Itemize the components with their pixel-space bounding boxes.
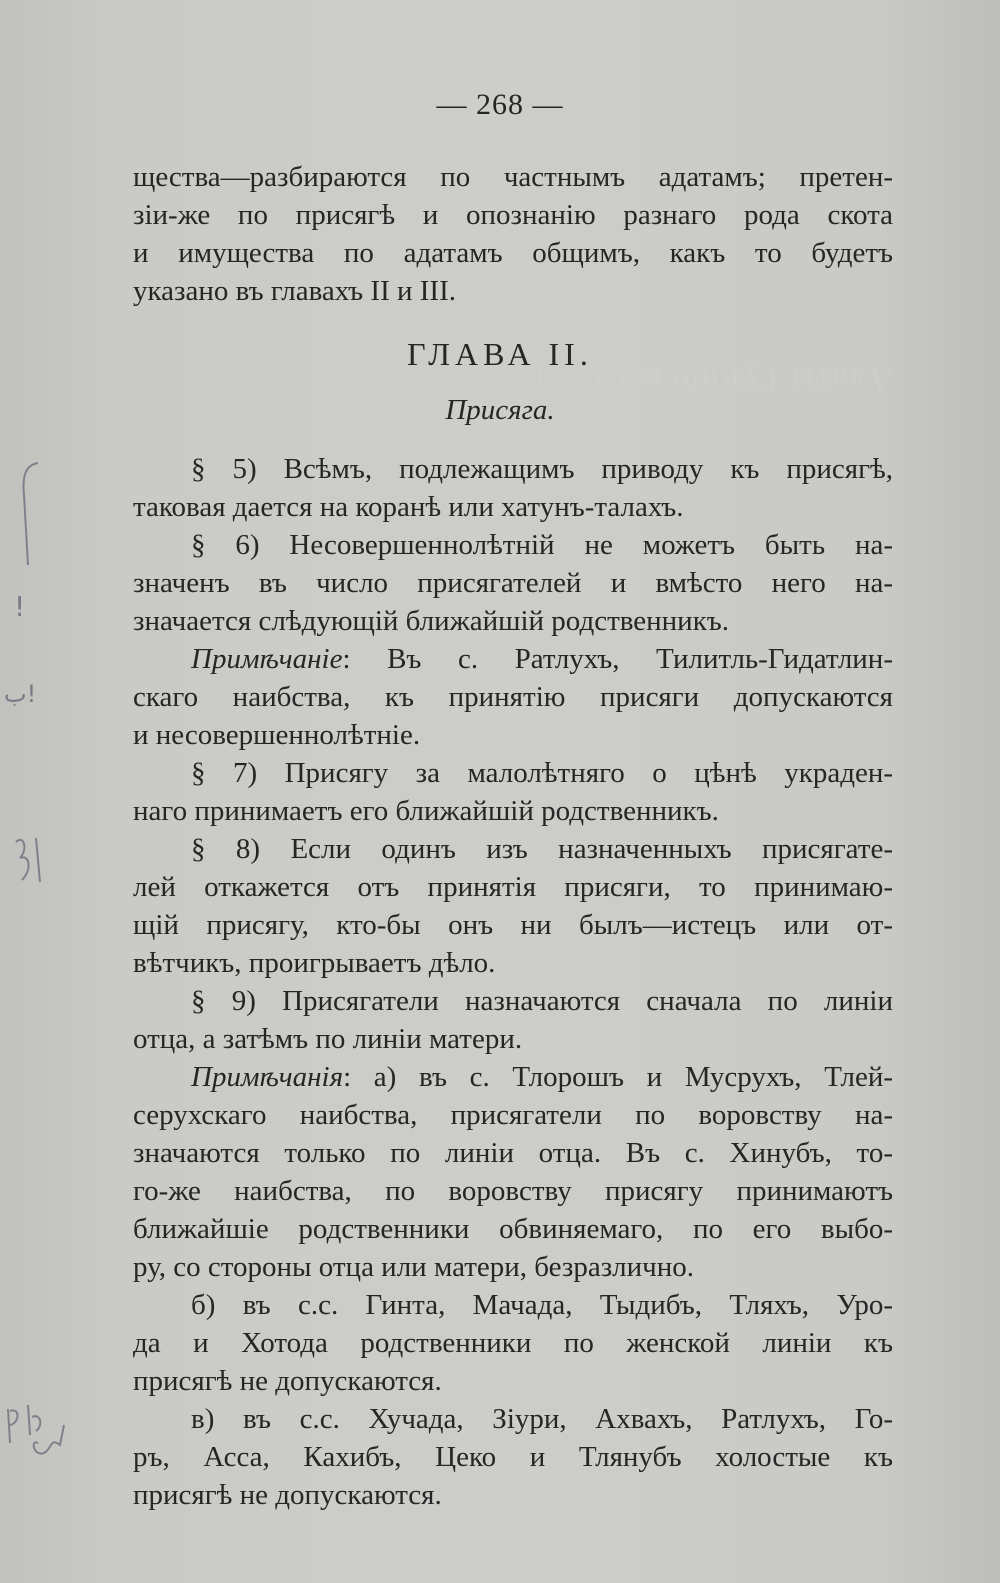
- note-2b-line: б) въ с.с. Гинта, Мачада, Тыдибъ, Тляхъ, Уро-: [191, 1289, 893, 1321]
- note-2-line: серухскаго наибства, присягатели по воровству на-: [133, 1099, 893, 1131]
- paragraph-5-line: § 5) Всѣмъ, подлежащимъ приводу къ присягѣ,: [191, 453, 893, 485]
- note-2c-line: ръ, Асса, Кахибъ, Цеко и Тлянубъ холостые къ: [133, 1441, 893, 1473]
- note-text: : Въ с. Ратлухъ, Тилитль-Гидатлин-: [342, 643, 893, 675]
- paragraph-8-line: § 8) Если одинъ изъ назначенныхъ присягате-: [191, 833, 893, 865]
- paragraph-9-line: § 9) Присягатели назначаются сначала по линіи: [191, 985, 893, 1017]
- note-2-line: [133, 1058, 893, 1096]
- paragraph-6-line: значенъ въ число присягателей и вмѣсто него на-: [133, 567, 893, 599]
- text-line: указано въ главахъ II и III.: [133, 275, 456, 307]
- note-1-line: скаго наибства, къ принятію присяги допускаются: [133, 681, 893, 713]
- paragraph-8-line: щій присягу, кто-бы онъ ни былъ—истецъ или от-: [133, 909, 893, 941]
- paragraph-6-line: § 6) Несовершеннолѣтній не можетъ быть на-: [191, 529, 893, 561]
- bleed-through-text: Адаты Гунибскаго округа: [472, 363, 892, 399]
- note-2c-line: в) въ с.с. Хучада, Зіури, Ахвахъ, Ратлухъ, Го-: [191, 1403, 893, 1435]
- section-title: Присяга.: [445, 394, 555, 426]
- note-1-line: и несовершеннолѣтніе.: [133, 719, 421, 751]
- paragraph-6-line: значается слѣдующій ближайшій родственникъ.: [133, 605, 730, 637]
- note-2-line: ру, со стороны отца или матери, безразлично.: [133, 1251, 695, 1283]
- note-2c-line: присягѣ не допускаются.: [133, 1479, 442, 1511]
- text-line: и имущества по адатамъ общимъ, какъ то будетъ: [133, 237, 893, 269]
- text-line: щества—разбираются по частнымъ адатамъ; претен-: [133, 161, 893, 193]
- paragraph-7-line: § 7) Присягу за малолѣтняго о цѣнѣ украден-: [191, 757, 893, 789]
- paragraph-7-line: наго принимаетъ его ближайшій родственникъ.: [133, 795, 719, 827]
- note-2-line: го-же наибства, по воровству присягу принимаютъ: [133, 1175, 893, 1207]
- text-line: зіи-же по присягѣ и опознанію разнаго рода скота: [133, 199, 893, 231]
- note-2b-line: да и Хотода родственники по женской линіи къ: [133, 1327, 893, 1359]
- pencil-exclamation-mark: !: [14, 590, 26, 623]
- note-2b-line: присягѣ не допускаются.: [133, 1365, 442, 1397]
- paragraph-8-line: лей откажется отъ принятія присяги, то принимаю-: [133, 871, 893, 903]
- note-2-line: ближайшіе родственники обвиняемаго, по его выбо-: [133, 1213, 893, 1245]
- page-number: — 268 —: [436, 88, 564, 121]
- pencil-bracket-mark: [8, 455, 48, 575]
- note-label: Примѣчанія: [191, 1061, 344, 1093]
- paragraph-5-line: таковая дается на коранѣ или хатунъ-талахъ.: [133, 491, 684, 523]
- pencil-scribble-mark: [10, 830, 50, 890]
- main-text: [133, 450, 893, 1514]
- paragraph-9-line: отца, а затѣмъ по линіи матери.: [133, 1023, 523, 1055]
- note-1-line: [133, 640, 893, 678]
- pencil-scribble-mark: ب!: [4, 680, 37, 708]
- note-label: Примѣчаніе: [191, 643, 343, 675]
- pencil-scribble-mark: [4, 1395, 94, 1465]
- opening-paragraph: [133, 158, 893, 310]
- chapter-title: ГЛАВА II.: [407, 336, 593, 372]
- paragraph-8-line: вѣтчикъ, проигрываетъ дѣло.: [133, 947, 496, 979]
- note-2-line: значаются только по линіи отца. Въ с. Хинубъ, то-: [133, 1137, 893, 1169]
- note-text: : а) въ с. Тлорошъ и Мусрухъ, Тлей-: [343, 1061, 893, 1093]
